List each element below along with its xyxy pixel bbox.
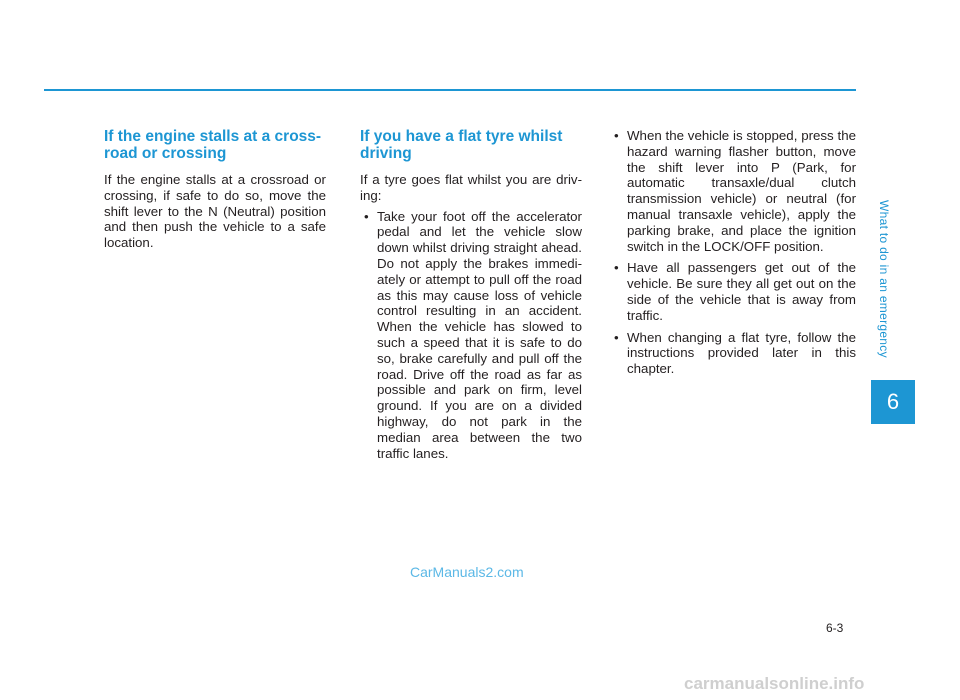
list-item-text: Take your foot off the accelerator pedal and let the vehicle slow down whilst driving straight ahead. Do not apply the brakes immedi-ately or attempt to pull off the road as this may cause loss of vehicle control resulting in an accident. When the vehicle has slowed to such a speed that it is safe to do so, brake carefully and pull off the road. Drive off the road as far as possible and park on firm, level ground. If you are on a divided highway, do not park in the median area between the two traffic lanes. — [377, 208, 582, 461]
list-item-text: When the vehicle is stopped, press the hazard warning flasher button, move the shift lever into P (Park, for automatic transaxle/dual clutch transmission vehicle) or neutral (for manual transaxle vehicle), apply the parking brake, and place the ignition switch in the LOCK/OFF position. — [627, 128, 856, 254]
bullet-icon: • — [614, 329, 619, 345]
section-heading: If the engine stalls at a cross-road or crossing — [104, 128, 322, 162]
list-item — [610, 330, 856, 377]
bullet-icon: • — [364, 208, 369, 224]
section-intro: If a tyre goes flat whilst you are driv-ing: — [360, 172, 582, 203]
list-item-text: Have all passengers get out of the vehicle. Be sure they all get out on the side of the vehicle that is away from traffic. — [627, 260, 856, 323]
section-flat-tyre-continued — [610, 128, 856, 383]
list-item-text: When changing a flat tyre, follow the instructions provided later in this chapter. — [627, 329, 856, 377]
section-engine-stalls — [104, 128, 326, 251]
watermark-site[interactable]: CarManuals2.com — [410, 564, 524, 580]
section-heading: If you have a flat tyre whilst driving — [360, 128, 563, 162]
list-item — [610, 260, 856, 323]
header-rule — [44, 89, 856, 91]
bullet-list — [360, 209, 582, 462]
watermark-bottom[interactable]: carmanualsonline.info — [684, 674, 865, 693]
bullet-icon: • — [614, 128, 619, 143]
chapter-title: What to do in an emergency — [877, 200, 891, 358]
bullet-list — [610, 128, 856, 377]
page-number: 6-3 — [826, 621, 844, 635]
list-item — [610, 128, 856, 254]
section-body: If the engine stalls at a crossroad or crossing, if safe to do so, move the shift lever to the N (Neutral) position and then push the vehicle to a safe location. — [104, 172, 326, 251]
bullet-icon: • — [614, 260, 619, 276]
chapter-number-tab: 6 — [871, 380, 915, 424]
section-flat-tyre — [360, 128, 582, 467]
list-item — [360, 209, 582, 462]
